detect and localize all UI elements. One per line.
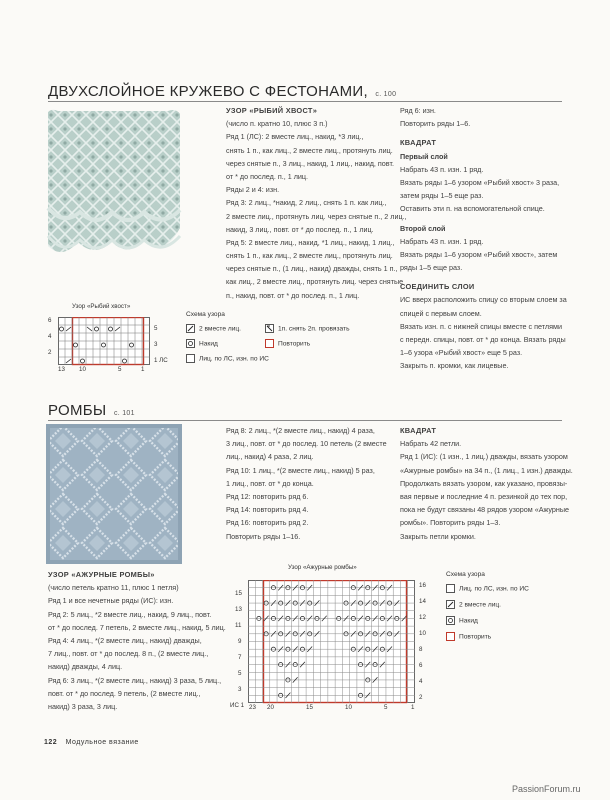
fishtail-line-2: Ряд 1 (ЛС): 2 вместе лиц., накид, *3 лиц., — [226, 132, 364, 142]
legend1-slip — [265, 324, 350, 333]
second-layer-title: Второй слой — [400, 223, 446, 233]
chart2-row-3: 3 — [238, 686, 242, 693]
legend1-item-1: Накид — [199, 340, 218, 348]
chart2-row-16: 16 — [419, 582, 426, 589]
join-line-5: Закрыть п. кромки, как лицевые. — [400, 361, 509, 371]
mid-line-5: Ряд 12: повторить ряд 6. — [226, 491, 309, 501]
legend2-item-2: Накид — [459, 617, 478, 625]
yarn-over-icon — [446, 616, 455, 625]
chart1-col-1: 1 — [141, 366, 145, 373]
diamonds-line-6: 7 лиц., повт. от * до послед. 8 п., (2 вместе лиц., — [48, 649, 209, 659]
second-layer-line-1: Вязать ряды 1–6 узором «Рыбий хвост», затем — [400, 249, 558, 259]
chart2-row-1: ИС 1 — [230, 702, 245, 709]
mid-line-4: 1 лиц., повт. от * до конца. — [226, 478, 314, 488]
chart1-col-13: 13 — [58, 366, 65, 373]
chart1-row-4: 4 — [48, 333, 52, 340]
first-layer-line-3: Оставить эти п. на вспомогательной спице. — [400, 204, 545, 214]
lace-diamonds-photo — [46, 424, 182, 564]
second-layer-line-0: Набрать 43 п. изн. 1 ряд. — [400, 236, 484, 246]
join-line-2: Вязать изн. п. с нижней спицы вместе с петлями — [400, 321, 562, 331]
chart2-col-15: 15 — [306, 704, 313, 711]
section1-title: ДВУХСЛОЙНОЕ КРУЖЕВО С ФЕСТОНАМИ — [48, 83, 364, 100]
section2-rule — [48, 420, 562, 421]
chart2-col-5: 5 — [384, 704, 388, 711]
section2-heading — [48, 402, 135, 419]
fishtail-line-12: через снятые п., (1 лиц., накид) дважды, снять 1 п., — [226, 264, 398, 274]
sq2-line-0: Набрать 42 петли. — [400, 439, 462, 449]
fishtail-line-9: накид, 3 лиц., повт. от * до послед. п., 1 лиц. — [226, 224, 374, 234]
diamonds-line-1: (число петель кратно 11, плюс 1 петля) — [48, 583, 179, 593]
legend2-yo — [446, 616, 478, 625]
chart2-col-20: 20 — [267, 704, 274, 711]
chart2-row-15: 15 — [235, 590, 242, 597]
legend2-k2tog — [446, 600, 501, 609]
join-line-3: с передн. спицы, повт. от * до конца. Вязать ряды — [400, 335, 566, 344]
legend1-k2tog — [186, 324, 241, 333]
first-layer-title: Первый слой — [400, 151, 448, 161]
square1-instructions — [400, 104, 567, 373]
chart1-row-2: 2 — [48, 349, 52, 356]
chart2-row-11: 11 — [235, 622, 242, 629]
join-line-1: спицей с первым слоем. — [400, 308, 482, 318]
chart1-row-6: 6 — [48, 317, 52, 324]
fishtail-line-11: снять 1 п., как лиц., 2 вместе лиц., протянуть лиц. — [226, 251, 393, 261]
second-layer-line-2: ряды 1–5 еще раз. — [400, 263, 463, 273]
fishtail-line-8: 2 вместе лиц., протянуть лиц. через снятые п., 2 лиц., — [226, 211, 407, 221]
mid-line-0: Ряд 8: 2 лиц., *(2 вместе лиц., накид) 4 раза, — [226, 426, 375, 435]
k2tog-symbol-icon — [186, 324, 195, 333]
join-line-0: ИС вверх расположить спицу со вторым слоем за — [400, 295, 567, 305]
square2-kvadrat: КВАДРАТ — [400, 426, 437, 435]
sq2-line-4: вая первые и последние 4 п. резинкой до тех пор, — [400, 491, 568, 501]
fishtail-line-7: Ряд 3: 2 лиц., *накид, 2 лиц., снять 1 п. как лиц., — [226, 198, 387, 208]
slip-pass-icon — [265, 324, 274, 333]
first-layer-line-2: затем ряды 1–5 еще раз. — [400, 191, 484, 201]
section1-heading: ДВУХСЛОЙНОЕ КРУЖЕВО С ФЕСТОНАМИ, с. 100 — [48, 83, 397, 100]
chart2-row-5: 5 — [238, 670, 242, 677]
diamonds-line-9: повт. от * до послед. 9 петель, (2 вместе лиц., — [48, 688, 201, 698]
fishtail-lace-photo — [44, 108, 182, 262]
legend1-item-0: 2 вместе лиц. — [199, 325, 242, 333]
chart2-col-1: 1 — [411, 704, 415, 711]
mid-line-8: Повторить ряды 1–16. — [226, 531, 301, 541]
repeat-box-icon — [265, 339, 274, 348]
book-title: Модульное вязание — [65, 739, 139, 746]
fishtail-line-13: как лиц., 2 вместе лиц., протянуть лиц. через снятые — [226, 277, 404, 287]
legend1-item-4: Повторить — [278, 340, 311, 348]
section2-page-ref: с. 101 — [113, 410, 135, 417]
legend2-repeat — [446, 632, 491, 641]
legend1-item-2: Лиц. по ЛС, изн. по ИС — [199, 355, 269, 363]
legend1-knit — [186, 354, 269, 363]
repeat-box-icon — [446, 632, 455, 641]
fishtail-instructions — [226, 104, 407, 302]
fishtail-line-0: УЗОР «РЫБИЙ ХВОСТ» — [226, 106, 318, 115]
yarn-over-icon — [186, 339, 195, 348]
chart1-col-10: 10 — [79, 366, 86, 373]
right-line-0: Ряд 6: изн. — [400, 106, 436, 115]
chart2-row-14: 14 — [419, 598, 426, 605]
fishtail-chart-grid — [58, 317, 150, 367]
chart2-row-10: 10 — [419, 630, 426, 637]
legend2-item-1: 2 вместе лиц. — [459, 601, 502, 609]
mid-line-7: Ряд 16: повторить ряд 2. — [226, 518, 309, 528]
section1-page-ref: с. 100 — [375, 91, 397, 98]
fishtail-line-14: п., накид, повт. от * до послед. п., 1 лиц. — [226, 290, 360, 300]
sq2-line-6: ромбы». Повторить ряды 1–3. — [400, 518, 501, 528]
sq2-line-3: Продолжать вязать узором, как указано, провязы- — [400, 478, 568, 488]
join-line-4: 1–6 узора «Рыбий хвост» еще 5 раз. — [400, 348, 523, 358]
diamonds-chart-title: Узор «Ажурные ромбы» — [288, 564, 357, 571]
k2tog-symbol-icon — [446, 600, 455, 609]
sq2-line-7: Закрыть петли кромки. — [400, 531, 476, 541]
legend1-item-3: 1п. снять 2п. провязать — [278, 325, 350, 333]
square2-instructions — [400, 424, 573, 543]
legend2-item-3: Повторить — [459, 633, 492, 641]
chart2-row-6: 6 — [419, 662, 423, 669]
chart1-row-3: 3 — [154, 341, 158, 348]
fishtail-chart-title: Узор «Рыбий хвост» — [72, 303, 131, 310]
chart2-row-12: 12 — [419, 614, 426, 621]
chart2-col-10: 10 — [345, 704, 352, 711]
legend1-title: Схема узора — [186, 311, 225, 318]
chart2-row-7: 7 — [238, 654, 242, 661]
right-line-1: Повторить ряды 1–6. — [400, 119, 471, 129]
chart2-row-8: 8 — [419, 646, 423, 653]
section1-rule — [48, 101, 562, 102]
first-layer-line-1: Вязать ряды 1–6 узором «Рыбий хвост» 3 раза, — [400, 177, 560, 187]
legend2-knit — [446, 584, 529, 593]
mid-line-6: Ряд 14: повторить ряд 4. — [226, 505, 309, 515]
fishtail-line-4: через снятые п., 3 лиц., накид, 1 лиц., накид, повт. — [226, 158, 394, 168]
mid-line-1: 3 лиц., повт. от * до послед. 10 петель (2 вместе — [226, 439, 387, 449]
page-footer — [44, 739, 139, 746]
diamonds-line-7: накид) дважды, 4 лиц. — [48, 662, 123, 672]
diamonds-line-8: Ряд 6: 3 лиц., *(2 вместе лиц., накид) 3 раза, 5 лиц., — [48, 675, 222, 685]
mid-line-2: лиц., накид) 4 раза, 2 лиц. — [226, 452, 314, 462]
diamonds-line-0: УЗОР «АЖУРНЫЕ РОМБЫ» — [48, 570, 155, 579]
watermark: PassionForum.ru — [512, 784, 581, 794]
chart1-row-5: 5 — [154, 325, 158, 332]
fishtail-line-6: Ряды 2 и 4: изн. — [226, 185, 280, 195]
section2-title: РОМБЫ — [48, 402, 107, 419]
knit-stitch-icon — [446, 584, 455, 593]
square1-kvadrat: КВАДРАТ — [400, 138, 437, 148]
chart2-row-4: 4 — [419, 678, 423, 685]
legend2-item-0: Лиц. по ЛС, изн. по ИС — [459, 585, 529, 593]
diamonds-line-3: Ряд 2: 5 лиц., *2 вместе лиц., накид, 9 лиц., повт. — [48, 609, 212, 619]
legend1-repeat — [265, 339, 310, 348]
chart2-row-13: 13 — [235, 606, 242, 613]
diamonds-instructions — [48, 568, 226, 713]
diamonds-rows-continued — [226, 424, 387, 543]
chart2-row-9: 9 — [238, 638, 242, 645]
fishtail-line-5: от * до послед. п., 1 лиц. — [226, 171, 309, 181]
fishtail-line-3: снять 1 п., как лиц., 2 вместе лиц., протянуть лиц. — [226, 145, 393, 155]
chart1-row-1: 1 ЛС — [154, 357, 168, 364]
diamonds-line-5: Ряд 4: 4 лиц., *(2 вместе лиц., накид) дважды, — [48, 635, 202, 645]
legend2-title: Схема узора — [446, 571, 485, 578]
sq2-line-5: пока не будут связаны 48 рядов узором «Ажурные — [400, 505, 570, 515]
legend1-yo — [186, 339, 218, 348]
chart2-row-2: 2 — [419, 694, 423, 701]
first-layer-line-0: Набрать 43 п. изн. 1 ряд. — [400, 164, 484, 174]
mid-line-3: Ряд 10: 1 лиц., *(2 вместе лиц., накид) 5 раз, — [226, 465, 375, 475]
diamonds-line-10: накид) 3 раза, 3 лиц. — [48, 701, 118, 711]
join-title: СОЕДИНИТЬ СЛОИ — [400, 282, 475, 292]
sq2-line-2: «Ажурные ромбы» на 34 п., (1 лиц., 1 изн.) дважды. — [400, 465, 573, 475]
diamonds-line-4: от * до послед. 7 петель, 2 вместе лиц., накид, 5 лиц. — [48, 622, 226, 632]
knit-stitch-icon — [186, 354, 195, 363]
chart2-col-23: 23 — [249, 704, 256, 711]
fishtail-line-1: (число п. кратно 10, плюс 3 п.) — [226, 119, 328, 129]
page-number: 122 — [44, 739, 58, 746]
chart1-col-5: 5 — [118, 366, 122, 373]
diamonds-chart-grid — [248, 580, 416, 704]
fishtail-line-10: Ряд 5: 2 вместе лиц., накид, *1 лиц., накид, 1 лиц., — [226, 237, 395, 247]
diamonds-line-2: Ряд 1 и все нечетные ряды (ИС): изн. — [48, 596, 174, 606]
sq2-line-1: Ряд 1 (ИС): (1 изн., 1 лиц.) дважды, вязать узором — [400, 452, 568, 462]
